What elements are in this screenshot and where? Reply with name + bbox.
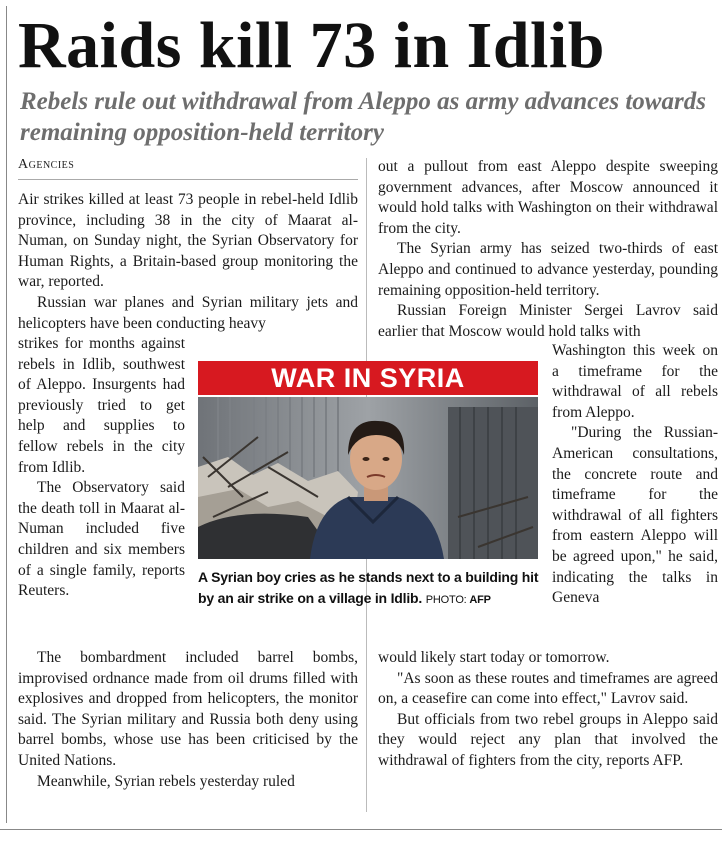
column-2-bottom: [378, 648, 718, 772]
paragraph: The Syrian army has seized two-thirds of east Aleppo and continued to advance yesterday, pounding remaining opposition-held territory.: [378, 240, 718, 299]
paragraph: Meanwhile, Syrian rebels yesterday ruled: [37, 772, 295, 790]
paragraph: But officials from two rebel groups in Aleppo said they would reject any plan that involved the withdrawal of fighters from the city, reports AFP.: [378, 710, 718, 769]
page-bottom-rule: [0, 829, 722, 830]
paragraph: Air strikes killed at least 73 people in rebel-held Idlib province, including 38 in the city of Maarat al-Numan, on Sunday night, the Syrian Observatory for Human Rights, a Britain-based group monitoring the war, reported.: [18, 191, 358, 291]
credit-label: PHOTO:: [425, 594, 467, 606]
column-2-wrap: [552, 341, 718, 609]
news-photo: [198, 397, 538, 559]
subheadline: Rebels rule out withdrawal from Aleppo as army advances towards remaining opposition-held territory: [20, 88, 706, 146]
photo-credit: [426, 594, 491, 606]
paragraph: The Observatory said the death toll in Maarat al-Numan included five children and six members of a single family, reports Reuters.: [18, 479, 185, 600]
paragraph: Russian war planes and Syrian military jets and helicopters have been conducting heavy: [18, 293, 358, 332]
paragraph: Washington this week on a timeframe for the withdrawal of all rebels from Aleppo.: [552, 342, 718, 421]
byline: Agencies: [18, 157, 75, 172]
paragraph: "During the Russian-American consultations, the concrete route and timeframe for the withdrawal of all fighters from eastern Aleppo will be agreed upon," he said, indicating the talks in Geneva: [552, 424, 718, 607]
paragraph: out a pullout from east Aleppo despite sweeping government advances, after Moscow announced it would hold talks with Washington on their withdrawal from the city.: [378, 158, 718, 237]
column-2-top: [378, 157, 718, 342]
page-left-rule: [6, 6, 7, 823]
headline: Raids kill 73 in Idlib: [18, 9, 605, 82]
war-in-syria-banner: WAR IN SYRIA: [198, 361, 538, 395]
paragraph: The bombardment included barrel bombs, improvised ordnance made from oil drums filled with explosives and dropped from helicopters, the monitor said. The Syrian military and Russia both deny using barrel bombs, whose use has been criticised by the United Nations.: [18, 649, 358, 769]
photo-caption: [198, 567, 542, 611]
column-1-top: [18, 190, 358, 334]
column-1-wrap: [18, 334, 185, 602]
paragraph: "As soon as these routes and timeframes are agreed on, a ceasefire can come into effect," Lavrov said.: [378, 669, 718, 708]
byline-rule: [18, 179, 358, 180]
paragraph: strikes for months against rebels in Idlib, southwest of Aleppo. Insurgents had previously tried to get help and supplies to fellow rebels in the city from Idlib.: [18, 335, 185, 476]
photo-illustration: [198, 397, 538, 559]
paragraph: would likely start today or tomorrow.: [378, 649, 610, 666]
paragraph: Russian Foreign Minister Sergei Lavrov said earlier that Moscow would hold talks with: [378, 302, 718, 340]
credit-source: AFP: [469, 594, 491, 606]
caption-text: A Syrian boy cries as he stands next to a building hit by an air strike on a village in Idlib.: [198, 569, 539, 606]
column-1-bottom: [18, 648, 358, 792]
